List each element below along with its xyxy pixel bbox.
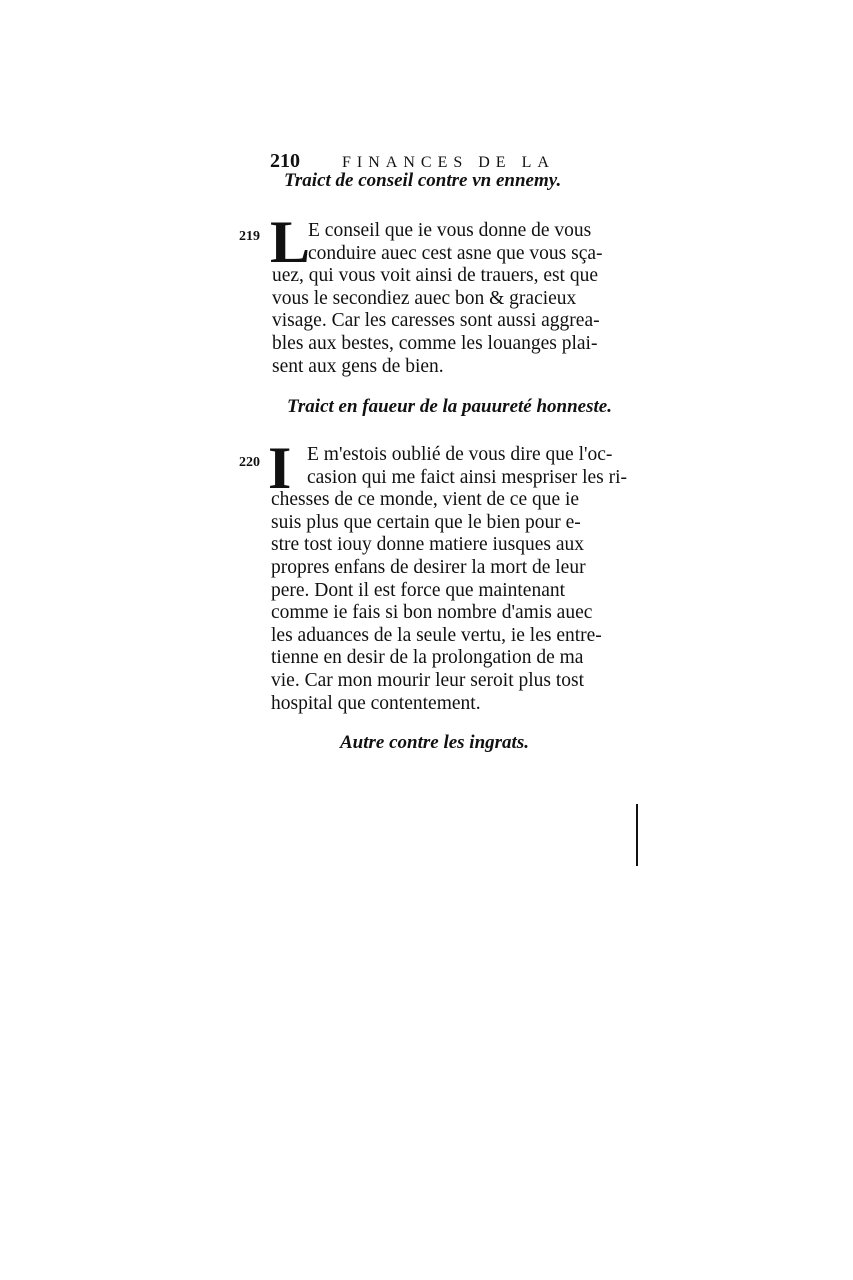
text-line: les aduances de la seule vertu, ie les entre- (271, 624, 602, 646)
text-line: vie. Car mon mourir leur seroit plus tost (271, 669, 585, 691)
section-heading: Traict de conseil contre vn ennemy. (284, 170, 562, 191)
text-line: sent aux gens de bien. (272, 355, 444, 377)
text-line: stre tost iouy donne matiere iusques aux (271, 534, 585, 556)
text-line: tienne en desir de la prolongation de ma (271, 647, 584, 669)
text-line: visage. Car les caresses sont aussi aggrea- (272, 310, 600, 332)
drop-cap: L (270, 209, 311, 275)
section-heading: Traict en faueur de la pauureté honneste. (287, 396, 612, 417)
page-number: 210 (270, 150, 300, 172)
text-line: conduire auec cest asne que vous sça- (308, 242, 603, 264)
vertical-rule (636, 804, 638, 866)
text-line: propres enfans de desirer la mort de leur (271, 556, 586, 578)
margin-number: 219 (239, 229, 260, 244)
text-line: uez, qui vous voit ainsi de trauers, est que (272, 265, 599, 287)
text-line: pere. Dont il est force que maintenant (271, 579, 566, 601)
section-heading: Autre contre les ingrats. (340, 732, 529, 753)
paragraph (270, 209, 612, 378)
drop-cap: I (268, 435, 292, 501)
text-line: comme ie fais si bon nombre d'amis auec (271, 602, 593, 624)
margin-number: 220 (239, 455, 260, 470)
text-line: hospital que contentement. (271, 692, 481, 714)
text-line: suis plus que certain que le bien pour e- (271, 511, 581, 533)
text-line: vous le secondiez auec bon & gracieux (272, 287, 577, 309)
text-line: E m'estois oublié de vous dire que l'oc- (307, 444, 613, 465)
text-line: casion qui me faict ainsi mespriser les ri- (307, 466, 628, 488)
running-title: FINANCES DE LA (342, 154, 555, 171)
text-line: E conseil que ie vous donne de vous (308, 220, 592, 241)
paragraph (271, 444, 628, 715)
text-line: bles aux bestes, comme les louanges plai- (272, 332, 598, 354)
text-line: chesses de ce monde, vient de ce que ie (271, 489, 580, 511)
